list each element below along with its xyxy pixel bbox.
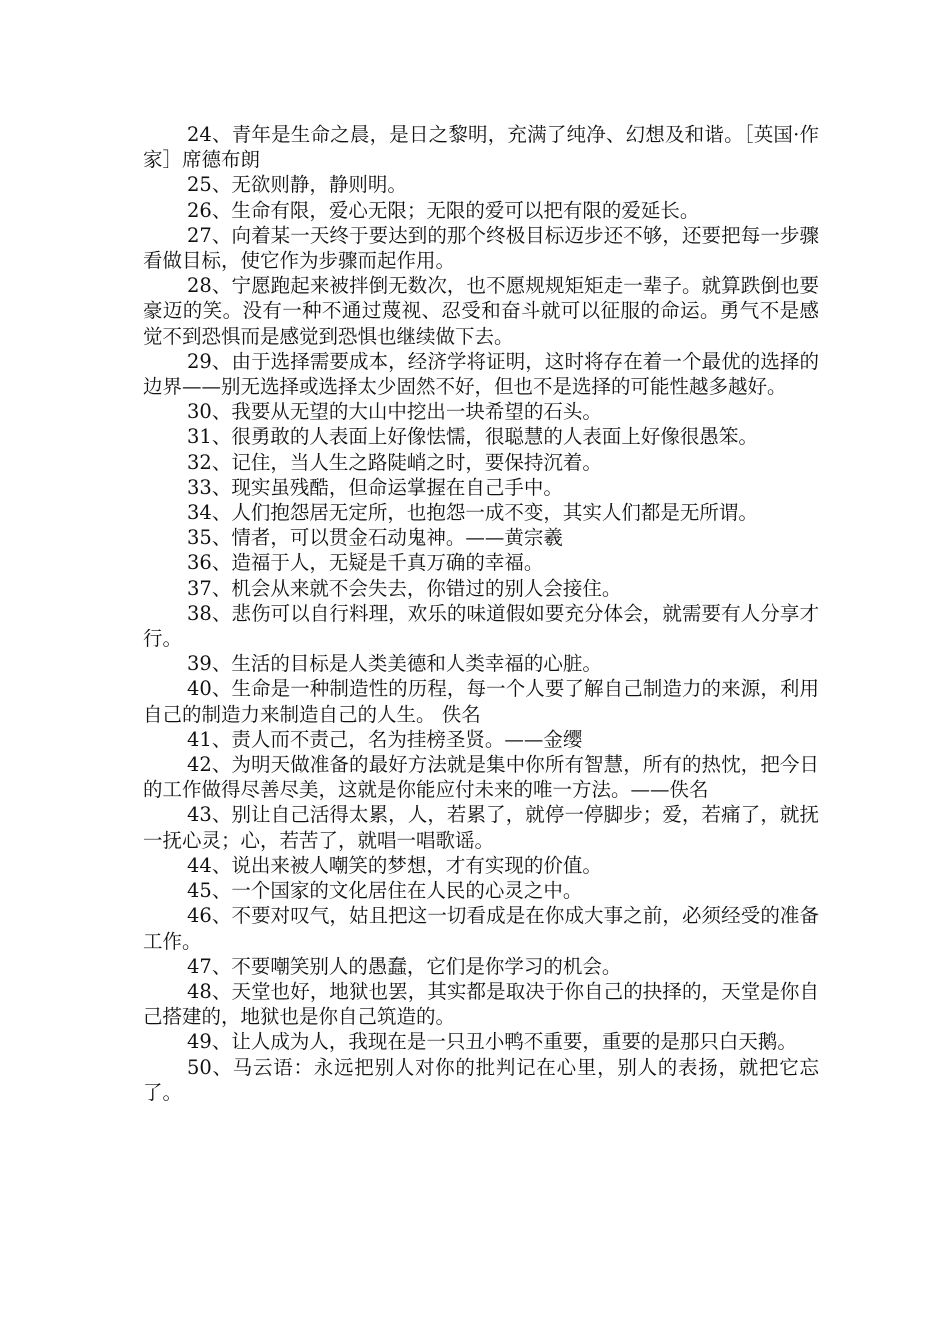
quote-paragraph-42: 42、为明天做准备的最好方法就是集中你所有智慧，所有的热忱，把今日的工作做得尽善尽美，这就是你能应付未来的唯一方法。——佚名 — [143, 753, 819, 802]
quote-paragraph-47: 47、不要嘲笑别人的愚蠢，它们是你学习的机会。 — [187, 954, 622, 978]
quote-paragraph-50: 50、马云语：永远把别人对你的批判记在心里，别人的表扬，就把它忘了。 — [143, 1055, 819, 1104]
quote-paragraph-38: 38、悲伤可以自行料理，欢乐的味道假如要充分体会，就需要有人分享才行。 — [143, 601, 819, 651]
quote-paragraph-49: 49、让人成为人，我现在是一只丑小鸭不重要，重要的是那只白天鹅。 — [187, 1030, 797, 1054]
quote-paragraph-40: 40、生命是一种制造性的历程，每一个人要了解自己制造力的来源，利用自己的制造力来制造自己的人生。 佚名 — [143, 677, 819, 726]
quote-paragraph-37: 37、机会从来就不会失去，你错过的别人会接住。 — [187, 576, 622, 600]
quote-paragraph-43: 43、别让自己活得太累，人，若累了，就停一停脚步；爱，若痛了，就抚一抚心灵；心，若苦了，就唱一唱歌谣。 — [143, 803, 819, 852]
quote-paragraph-44: 44、说出来被人嘲笑的梦想，才有实现的价值。 — [187, 853, 602, 877]
quote-paragraph-25: 25、无欲则静，静则明。 — [187, 173, 407, 197]
quote-paragraph-35: 35、情者，可以贯金石动鬼神。——黄宗羲 — [187, 526, 563, 550]
quote-paragraph-41: 41、责人而不责己，名为挂榜圣贤。——金缨 — [187, 727, 583, 751]
quote-paragraph-36: 36、造福于人，无疑是千真万确的幸福。 — [187, 551, 544, 575]
quote-paragraph-30: 30、我要从无望的大山中挖出一块希望的石头。 — [187, 400, 602, 424]
quote-paragraph-33: 33、现实虽残酷，但命运掌握在自己手中。 — [187, 475, 563, 499]
quote-paragraph-29: 29、由于选择需要成本，经济学将证明，这时将存在着一个最优的选择的边界——别无选择或选择太少固然不好，但也不是选择的可能性越多越好。 — [143, 349, 819, 399]
quote-paragraph-31: 31、很勇敢的人表面上好像怯懦，很聪慧的人表面上好像很愚笨。 — [187, 425, 758, 449]
document-body — [143, 122, 819, 1105]
quote-paragraph-34: 34、人们抱怨居无定所，也抱怨一成不变，其实人们都是无所谓。 — [187, 501, 758, 525]
quote-paragraph-26: 26、生命有限，爱心无限；无限的爱可以把有限的爱延长。 — [187, 198, 700, 222]
quote-paragraph-24: 24、青年是生命之晨，是日之黎明，充满了纯净、幻想及和谐。［英国·作家］席德布朗 — [143, 123, 819, 172]
quote-paragraph-45: 45、一个国家的文化居住在人民的心灵之中。 — [187, 879, 583, 903]
quote-paragraph-32: 32、记住，当人生之路陡峭之时，要保持沉着。 — [187, 450, 602, 474]
quote-paragraph-28: 28、宁愿跑起来被拌倒无数次，也不愿规规矩矩走一辈子。就算跌倒也要豪迈的笑。没有一种不通过蔑视、忍受和奋斗就可以征服的命运。勇气不是感觉不到恐惧而是感觉到恐惧也继续做下去。 — [143, 274, 819, 348]
quote-paragraph-27: 27、向着某一天终于要达到的那个终极目标迈步还不够，还要把每一步骤看做目标，使它作为步骤而起作用。 — [143, 223, 819, 273]
quote-paragraph-39: 39、生活的目标是人类美德和人类幸福的心脏。 — [187, 652, 602, 676]
quote-paragraph-46: 46、不要对叹气，姑且把这一切看成是在你成大事之前，必须经受的准备工作。 — [143, 904, 819, 953]
quote-paragraph-48: 48、天堂也好，地狱也罢，其实都是取决于你自己的抉择的，天堂是你自己搭建的，地狱也是你自己筑造的。 — [143, 979, 819, 1029]
